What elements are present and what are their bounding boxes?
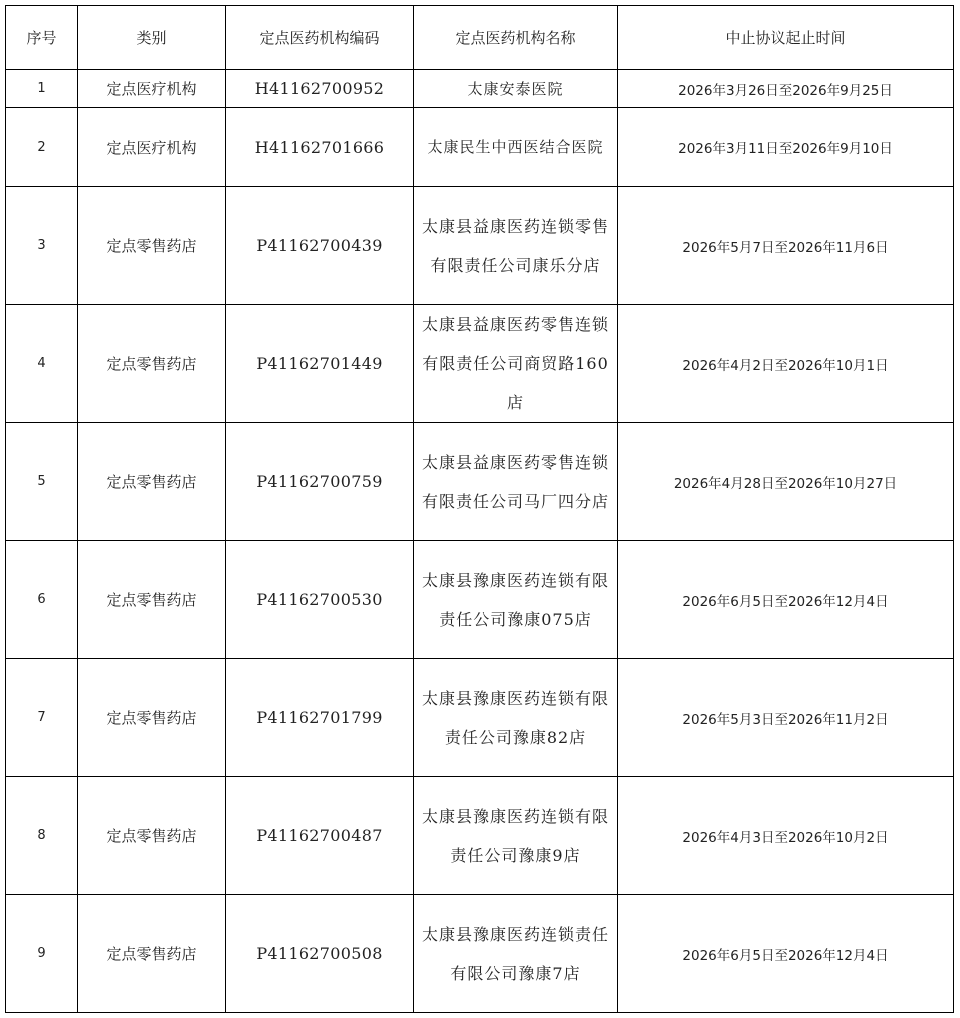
cell-category: 定点零售药店 xyxy=(78,187,226,305)
header-code: 定点医药机构编码 xyxy=(226,6,414,70)
cell-no: 8 xyxy=(6,777,78,895)
cell-no: 3 xyxy=(6,187,78,305)
cell-period: 2026年5月7日至2026年11月6日 xyxy=(618,187,954,305)
cell-no: 2 xyxy=(6,108,78,187)
cell-period: 2026年4月3日至2026年10月2日 xyxy=(618,777,954,895)
cell-no: 5 xyxy=(6,423,78,541)
cell-code: P41162701799 xyxy=(226,659,414,777)
table-row xyxy=(6,70,954,108)
table-row xyxy=(6,108,954,187)
header-category: 类别 xyxy=(78,6,226,70)
cell-period: 2026年6月5日至2026年12月4日 xyxy=(618,541,954,659)
cell-period: 2026年3月11日至2026年9月10日 xyxy=(618,108,954,187)
cell-period: 2026年3月26日至2026年9月25日 xyxy=(618,70,954,108)
cell-code: P41162700508 xyxy=(226,895,414,1013)
cell-no: 1 xyxy=(6,70,78,108)
cell-name: 太康县豫康医药连锁有限责任公司豫康9店 xyxy=(414,777,618,895)
cell-name: 太康县益康医药零售连锁有限责任公司商贸路160店 xyxy=(414,305,618,423)
cell-period: 2026年4月2日至2026年10月1日 xyxy=(618,305,954,423)
cell-name: 太康县益康医药零售连锁有限责任公司马厂四分店 xyxy=(414,423,618,541)
table-row xyxy=(6,305,954,423)
header-name: 定点医药机构名称 xyxy=(414,6,618,70)
cell-category: 定点零售药店 xyxy=(78,305,226,423)
header-period: 中止协议起止时间 xyxy=(618,6,954,70)
table-row xyxy=(6,895,954,1013)
cell-code: P41162700439 xyxy=(226,187,414,305)
cell-category: 定点零售药店 xyxy=(78,423,226,541)
cell-name: 太康县豫康医药连锁责任有限公司豫康7店 xyxy=(414,895,618,1013)
cell-code: H41162701666 xyxy=(226,108,414,187)
document-page xyxy=(5,5,954,1013)
cell-category: 定点零售药店 xyxy=(78,541,226,659)
cell-name: 太康民生中西医结合医院 xyxy=(414,108,618,187)
cell-code: P41162700530 xyxy=(226,541,414,659)
cell-period: 2026年4月28日至2026年10月27日 xyxy=(618,423,954,541)
cell-period: 2026年5月3日至2026年11月2日 xyxy=(618,659,954,777)
table-row xyxy=(6,187,954,305)
cell-name: 太康县豫康医药连锁有限责任公司豫康82店 xyxy=(414,659,618,777)
cell-category: 定点零售药店 xyxy=(78,777,226,895)
cell-code: H41162700952 xyxy=(226,70,414,108)
cell-name: 太康安泰医院 xyxy=(414,70,618,108)
suspension-table xyxy=(5,5,954,1013)
cell-code: P41162700487 xyxy=(226,777,414,895)
cell-no: 7 xyxy=(6,659,78,777)
cell-period: 2026年6月5日至2026年12月4日 xyxy=(618,895,954,1013)
cell-category: 定点零售药店 xyxy=(78,659,226,777)
table-row xyxy=(6,423,954,541)
table-row xyxy=(6,777,954,895)
cell-code: P41162700759 xyxy=(226,423,414,541)
table-row xyxy=(6,659,954,777)
cell-name: 太康县益康医药连锁零售有限责任公司康乐分店 xyxy=(414,187,618,305)
cell-name: 太康县豫康医药连锁有限责任公司豫康075店 xyxy=(414,541,618,659)
table-header-row xyxy=(6,6,954,70)
cell-no: 9 xyxy=(6,895,78,1013)
table-row xyxy=(6,541,954,659)
cell-category: 定点医疗机构 xyxy=(78,70,226,108)
cell-category: 定点医疗机构 xyxy=(78,108,226,187)
cell-category: 定点零售药店 xyxy=(78,895,226,1013)
cell-no: 6 xyxy=(6,541,78,659)
cell-code: P41162701449 xyxy=(226,305,414,423)
cell-no: 4 xyxy=(6,305,78,423)
header-no: 序号 xyxy=(6,6,78,70)
